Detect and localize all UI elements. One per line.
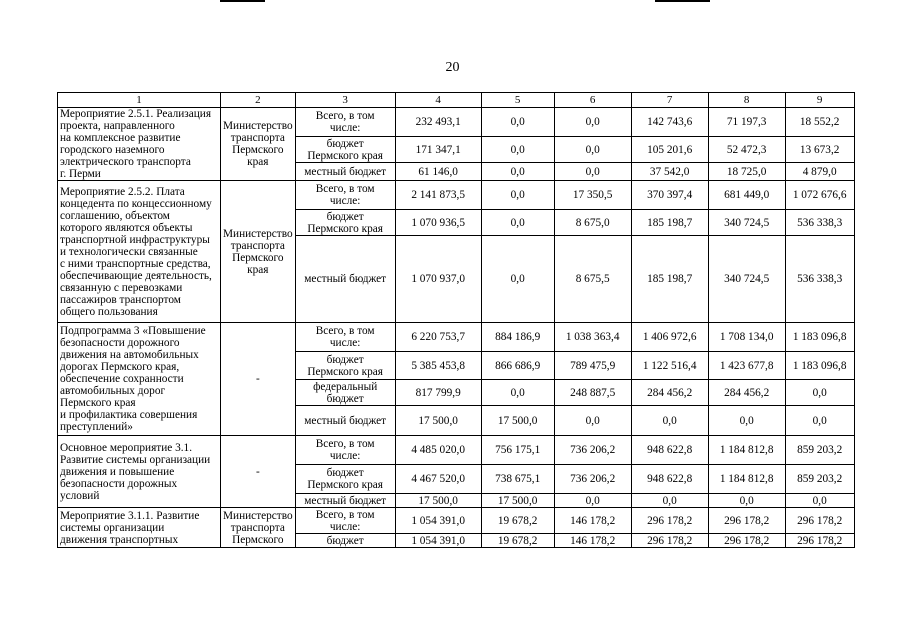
amount-cell-col-5: 0,0 xyxy=(481,380,554,406)
amount-cell-col-8: 681 449,0 xyxy=(708,181,785,210)
amount-cell-col-9: 1 183 096,8 xyxy=(785,352,854,380)
table-row xyxy=(58,181,855,210)
funding-source-cell xyxy=(295,323,395,352)
amount-cell-col-9: 296 178,2 xyxy=(785,508,854,534)
funding-source-cell xyxy=(295,534,395,548)
amount-cell-col-7: 296 178,2 xyxy=(631,534,708,548)
amount-cell-col-6: 0,0 xyxy=(554,163,631,181)
amount-cell-col-5: 0,0 xyxy=(481,236,554,323)
amount-cell-col-9: 1 072 676,6 xyxy=(785,181,854,210)
amount-cell-col-5: 17 500,0 xyxy=(481,494,554,508)
amount-cell-col-6: 146 178,2 xyxy=(554,534,631,548)
amount-cell-col-9: 1 183 096,8 xyxy=(785,323,854,352)
amount-cell-col-4: 232 493,1 xyxy=(395,108,481,137)
amount-cell-col-7: 370 397,4 xyxy=(631,181,708,210)
measure-name-line: обеспечивающие деятельность, xyxy=(60,269,212,282)
funding-source-line: числе: xyxy=(329,195,361,207)
measure-name-line: и технологически связанные xyxy=(60,245,198,258)
funding-source-line: бюджет xyxy=(326,534,364,547)
amount-cell-col-8: 1 184 812,8 xyxy=(708,465,785,494)
measure-name-line: условий xyxy=(60,489,100,502)
amount-cell-col-8: 284 456,2 xyxy=(708,380,785,406)
responsible-executor-line: Министерство xyxy=(223,227,293,240)
amount-cell-col-6: 146 178,2 xyxy=(554,508,631,534)
amount-cell-col-5: 17 500,0 xyxy=(481,406,554,436)
column-header-4: 4 xyxy=(395,93,481,108)
funding-source-cell xyxy=(295,436,395,465)
funding-source-line: числе: xyxy=(329,450,361,462)
column-header-6: 6 xyxy=(554,93,631,108)
amount-cell-col-5: 19 678,2 xyxy=(481,534,554,548)
amount-cell-col-7: 1 406 972,6 xyxy=(631,323,708,352)
responsible-executor-line: - xyxy=(255,373,260,385)
responsible-executor-cell xyxy=(221,508,296,548)
amount-cell-col-5: 0,0 xyxy=(481,210,554,236)
measure-name-line: транспортной инфраструктуры xyxy=(60,233,210,246)
amount-cell-col-8: 52 472,3 xyxy=(708,137,785,163)
amount-cell-col-6: 17 350,5 xyxy=(554,181,631,210)
amount-cell-col-5: 0,0 xyxy=(481,137,554,163)
amount-cell-col-6: 1 038 363,4 xyxy=(554,323,631,352)
amount-cell-col-7: 105 201,6 xyxy=(631,137,708,163)
amount-cell-col-9: 536 338,3 xyxy=(785,236,854,323)
column-header-1: 1 xyxy=(58,93,221,108)
amount-cell-col-4: 17 500,0 xyxy=(395,494,481,508)
amount-cell-col-8: 340 724,5 xyxy=(708,236,785,323)
amount-cell-col-8: 1 708 134,0 xyxy=(708,323,785,352)
amount-cell-col-4: 6 220 753,7 xyxy=(395,323,481,352)
funding-source-cell xyxy=(295,108,395,137)
funding-source-cell xyxy=(295,210,395,236)
measure-name-line: Пермского края xyxy=(60,397,136,409)
funding-source-line: числе: xyxy=(329,337,361,349)
amount-cell-col-8: 340 724,5 xyxy=(708,210,785,236)
funding-source-line: Пермского края xyxy=(307,149,383,162)
column-header-2: 2 xyxy=(221,93,296,108)
responsible-executor-cell xyxy=(221,181,296,323)
amount-cell-col-4: 171 347,1 xyxy=(395,137,481,163)
funding-source-line: местный бюджет xyxy=(304,273,387,285)
funding-source-line: бюджет xyxy=(326,353,364,366)
amount-cell-col-4: 5 385 453,8 xyxy=(395,352,481,380)
amount-cell-col-6: 0,0 xyxy=(554,494,631,508)
funding-source-cell xyxy=(295,465,395,494)
table-row xyxy=(58,108,855,137)
measure-name-line: которого являются объекты xyxy=(60,221,193,234)
amount-cell-col-6: 0,0 xyxy=(554,406,631,436)
amount-cell-col-5: 19 678,2 xyxy=(481,508,554,534)
amount-cell-col-9: 296 178,2 xyxy=(785,534,854,548)
funding-source-line: Всего, в том xyxy=(315,438,375,450)
amount-cell-col-6: 8 675,0 xyxy=(554,210,631,236)
funding-source-line: местный бюджет xyxy=(304,414,387,427)
measure-name-cell xyxy=(58,323,221,436)
funding-source-line: Всего, в том xyxy=(315,508,375,521)
amount-cell-col-5: 0,0 xyxy=(481,108,554,137)
table-row xyxy=(58,323,855,352)
table-row xyxy=(58,508,855,534)
funding-source-line: числе: xyxy=(329,122,361,134)
budget-table xyxy=(57,92,855,548)
measure-name-line: обеспечение сохранности xyxy=(60,373,184,385)
measure-name-line: с ними транспортные средства, xyxy=(60,257,211,270)
measure-name-line: электрического транспорта xyxy=(60,156,191,168)
responsible-executor-line: транспорта xyxy=(230,239,285,252)
responsible-executor-line: Министерство xyxy=(223,509,293,522)
amount-cell-col-8: 1 423 677,8 xyxy=(708,352,785,380)
amount-cell-col-9: 0,0 xyxy=(785,406,854,436)
measure-name-line: преступлений» xyxy=(60,421,133,433)
responsible-executor-cell xyxy=(221,108,296,181)
amount-cell-col-7: 0,0 xyxy=(631,494,708,508)
funding-source-cell xyxy=(295,380,395,406)
funding-source-line: бюджет xyxy=(326,467,364,479)
amount-cell-col-8: 296 178,2 xyxy=(708,534,785,548)
amount-cell-col-4: 4 485 020,0 xyxy=(395,436,481,465)
amount-cell-col-7: 185 198,7 xyxy=(631,210,708,236)
amount-cell-col-5: 756 175,1 xyxy=(481,436,554,465)
responsible-executor-cell xyxy=(221,323,296,436)
column-header-3: 3 xyxy=(295,93,395,108)
funding-source-line: федеральный xyxy=(313,380,378,393)
funding-source-line: бюджет xyxy=(326,392,364,405)
measure-name-line: системы организации xyxy=(60,521,165,534)
amount-cell-col-4: 1 054 391,0 xyxy=(395,508,481,534)
amount-cell-col-6: 736 206,2 xyxy=(554,465,631,494)
amount-cell-col-4: 17 500,0 xyxy=(395,406,481,436)
header-row xyxy=(58,93,855,108)
measure-name-line: Мероприятие 2.5.2. Плата xyxy=(60,185,185,198)
scan-edge-left xyxy=(220,0,265,2)
amount-cell-col-4: 1 070 937,0 xyxy=(395,236,481,323)
measure-name-line: движения и повышение xyxy=(60,465,175,478)
measure-name-line: проекта, направленного xyxy=(60,120,175,132)
amount-cell-col-9: 536 338,3 xyxy=(785,210,854,236)
responsible-executor-line: края xyxy=(247,263,269,276)
responsible-executor-line: Пермского xyxy=(232,144,284,156)
funding-source-cell xyxy=(295,163,395,181)
responsible-executor-line: Пермского xyxy=(232,533,284,546)
amount-cell-col-8: 296 178,2 xyxy=(708,508,785,534)
column-header-7: 7 xyxy=(631,93,708,108)
amount-cell-col-9: 18 552,2 xyxy=(785,108,854,137)
measure-name-line: на комплексное развитие xyxy=(60,132,181,144)
measure-name-line: Основное мероприятие 3.1. xyxy=(60,441,193,454)
responsible-executor-line: транспорта xyxy=(230,132,285,144)
measure-name-line: городского наземного xyxy=(60,144,165,156)
amount-cell-col-5: 884 186,9 xyxy=(481,323,554,352)
measure-name-line: Подпрограмма 3 «Повышение xyxy=(60,325,206,337)
measure-name-cell xyxy=(58,508,221,548)
amount-cell-col-5: 866 686,9 xyxy=(481,352,554,380)
measure-name-line: безопасности дорожных xyxy=(60,477,178,490)
funding-source-cell xyxy=(295,137,395,163)
funding-source-line: местный бюджет xyxy=(304,165,387,178)
amount-cell-col-6: 8 675,5 xyxy=(554,236,631,323)
measure-name-line: автомобильных дорог xyxy=(60,385,166,397)
amount-cell-col-4: 2 141 873,5 xyxy=(395,181,481,210)
funding-source-cell xyxy=(295,494,395,508)
measure-name-line: соглашению, объектом xyxy=(60,209,170,222)
measure-name-line: движения на автомобильных xyxy=(60,349,199,361)
measure-name-cell xyxy=(58,108,221,181)
responsible-executor-line: Министерство xyxy=(223,120,293,132)
measure-name-line: Мероприятие 2.5.1. Реализация xyxy=(60,108,212,120)
amount-cell-col-7: 37 542,0 xyxy=(631,163,708,181)
funding-source-line: Всего, в том xyxy=(315,183,375,195)
table-row xyxy=(58,436,855,465)
amount-cell-col-7: 948 622,8 xyxy=(631,436,708,465)
funding-source-line: Пермского края xyxy=(307,365,383,378)
amount-cell-col-7: 1 122 516,4 xyxy=(631,352,708,380)
amount-cell-col-7: 142 743,6 xyxy=(631,108,708,137)
amount-cell-col-4: 1 054 391,0 xyxy=(395,534,481,548)
amount-cell-col-5: 738 675,1 xyxy=(481,465,554,494)
responsible-executor-cell xyxy=(221,436,296,508)
responsible-executor-line: - xyxy=(255,465,260,478)
column-header-9: 9 xyxy=(785,93,854,108)
measure-name-line: дорогах Пермского края, xyxy=(60,361,180,373)
funding-source-line: Всего, в том xyxy=(315,325,375,337)
funding-source-cell xyxy=(295,406,395,436)
amount-cell-col-8: 18 725,0 xyxy=(708,163,785,181)
measure-name-line: общего пользования xyxy=(60,305,158,318)
amount-cell-col-5: 0,0 xyxy=(481,181,554,210)
funding-source-line: Пермского края xyxy=(307,479,383,491)
measure-name-cell xyxy=(58,181,221,323)
amount-cell-col-8: 0,0 xyxy=(708,494,785,508)
amount-cell-col-8: 71 197,3 xyxy=(708,108,785,137)
amount-cell-col-9: 859 203,2 xyxy=(785,436,854,465)
amount-cell-col-7: 0,0 xyxy=(631,406,708,436)
amount-cell-col-8: 1 184 812,8 xyxy=(708,436,785,465)
measure-name-line: пассажиров транспортом xyxy=(60,293,181,306)
funding-source-cell xyxy=(295,352,395,380)
responsible-executor-line: транспорта xyxy=(230,521,285,534)
amount-cell-col-9: 0,0 xyxy=(785,380,854,406)
amount-cell-col-9: 4 879,0 xyxy=(785,163,854,181)
amount-cell-col-6: 789 475,9 xyxy=(554,352,631,380)
amount-cell-col-9: 0,0 xyxy=(785,494,854,508)
amount-cell-col-9: 859 203,2 xyxy=(785,465,854,494)
measure-name-line: Мероприятие 3.1.1. Развитие xyxy=(60,509,200,522)
funding-source-cell xyxy=(295,508,395,534)
measure-name-line: безопасности дорожного xyxy=(60,337,180,349)
measure-name-cell xyxy=(58,436,221,508)
measure-name-line: и профилактика совершения xyxy=(60,409,198,421)
measure-name-line: концедента по концессионному xyxy=(60,197,212,210)
column-header-5: 5 xyxy=(481,93,554,108)
measure-name-line: движения транспортных xyxy=(60,533,179,546)
measure-name-line: г. Перми xyxy=(60,168,101,180)
amount-cell-col-7: 948 622,8 xyxy=(631,465,708,494)
amount-cell-col-6: 248 887,5 xyxy=(554,380,631,406)
funding-source-line: бюджет xyxy=(326,210,364,223)
amount-cell-col-6: 0,0 xyxy=(554,108,631,137)
scan-edge-right xyxy=(655,0,710,2)
amount-cell-col-4: 1 070 936,5 xyxy=(395,210,481,236)
column-header-8: 8 xyxy=(708,93,785,108)
amount-cell-col-5: 0,0 xyxy=(481,163,554,181)
amount-cell-col-7: 296 178,2 xyxy=(631,508,708,534)
funding-source-cell xyxy=(295,236,395,323)
amount-cell-col-4: 817 799,9 xyxy=(395,380,481,406)
table-body xyxy=(58,108,855,548)
amount-cell-col-7: 284 456,2 xyxy=(631,380,708,406)
responsible-executor-line: Пермского xyxy=(232,251,284,264)
amount-cell-col-4: 4 467 520,0 xyxy=(395,465,481,494)
amount-cell-col-7: 185 198,7 xyxy=(631,236,708,323)
measure-name-line: связанную с перевозками xyxy=(60,281,183,294)
page-number: 20 xyxy=(445,60,460,75)
amount-cell-col-4: 61 146,0 xyxy=(395,163,481,181)
amount-cell-col-9: 13 673,2 xyxy=(785,137,854,163)
funding-source-line: бюджет xyxy=(326,137,364,150)
funding-source-line: Всего, в том xyxy=(315,110,375,122)
measure-name-line: Развитие системы организации xyxy=(60,453,211,466)
funding-source-cell xyxy=(295,181,395,210)
responsible-executor-line: края xyxy=(247,156,269,168)
amount-cell-col-6: 736 206,2 xyxy=(554,436,631,465)
amount-cell-col-8: 0,0 xyxy=(708,406,785,436)
funding-source-line: числе: xyxy=(329,520,361,533)
funding-source-line: Пермского края xyxy=(307,222,383,235)
amount-cell-col-6: 0,0 xyxy=(554,137,631,163)
funding-source-line: местный бюджет xyxy=(304,494,387,507)
